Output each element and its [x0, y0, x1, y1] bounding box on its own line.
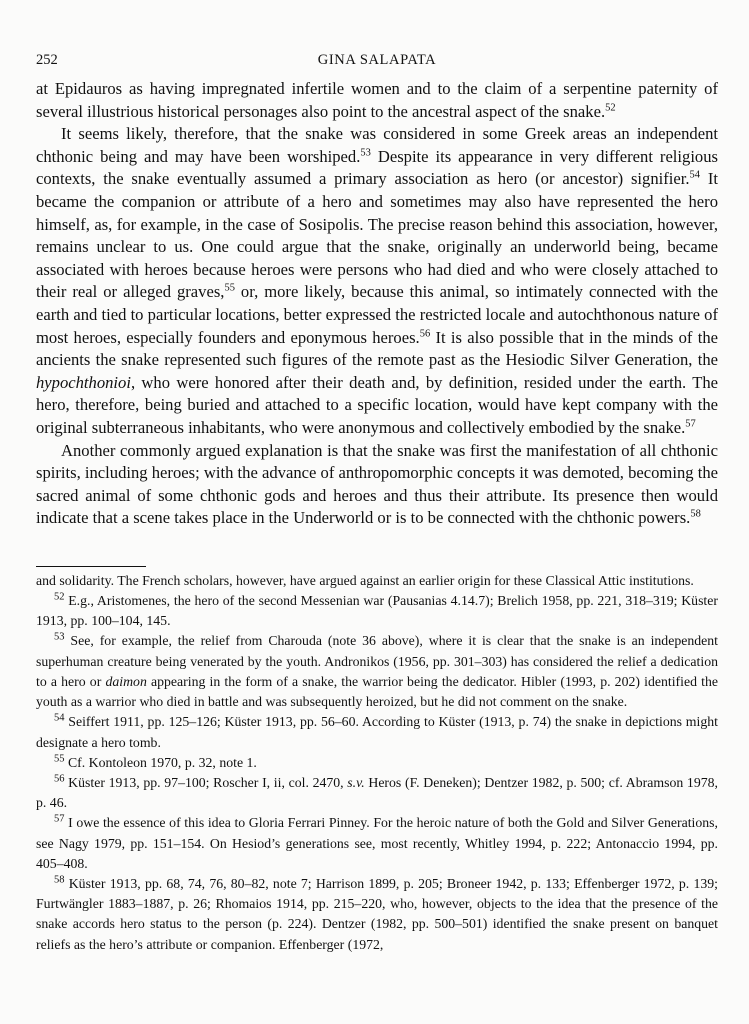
- paragraph-3: Another commonly argued explanation is that the snake was first the manifestation of all chthonic spirits, including heroes; with the advance of anthropomorphic concepts it was demoted, becoming the sacred animal of some chthonic gods and heroes and thus their attribute. Its presence then would indicate that a scene takes place in the Underworld or is to be connected with the chthonic powers.$^{58}$: [36, 440, 718, 528]
- footnote-ref-56[interactable]: 56: [419, 328, 431, 339]
- footnote-52: $^{52}$ E.g., Aristomenes, the hero of the second Messenian war (Pausanias 4.14.7); Brelich 1958, pp. 221, 318–319; Küster 1913, pp. 100–104, 145.: [36, 591, 718, 629]
- page-number: 252: [36, 52, 58, 68]
- footnote-58: $^{58}$ Küster 1913, pp. 68, 74, 76, 80–82, note 7; Harrison 1899, p. 205; Broneer 1942, p. 133; Effenberger 1972, p. 139; Furtwängler 1883–1887, p. 26; Rhomaios 1914, pp. 215–220, who, however, objects to the idea that the presence of the snake accords hero status to the person (p. 224). Dentzer (1982, pp. 500–501) identified the snake present on banquet reliefs as the hero’s attribute or companion. Effenberger (1972,: [36, 874, 718, 952]
- footnotes: [36, 571, 718, 955]
- page: [36, 44, 718, 955]
- footnote-56: $^{56}$ Küster 1913, pp. 97–100; Roscher I, ii, col. 2470, s.v. Heros (F. Deneken); Dentzer 1982, p. 500; cf. Abramson 1978, p. 46.: [36, 773, 718, 811]
- footnote-ref-54[interactable]: 54: [689, 169, 701, 181]
- footnote-continuation: and solidarity. The French scholars, however, have argued against an earlier origin for these Classical Attic institutions.: [36, 572, 694, 588]
- main-text: [36, 78, 718, 530]
- footnote-55: $^{55}$ Cf. Kontoleon 1970, p. 32, note 1.: [54, 753, 257, 770]
- paragraph-1: at Epidauros as having impregnated infertile women and to the claim of a serpentine paternity of several illustrious historical personages also point to the ancestral aspect of the snake.$^{52}$: [36, 79, 718, 121]
- italic-term: hypochthonioi: [36, 372, 131, 392]
- running-head: GINA SALAPATA: [317, 52, 437, 68]
- footnote-57: $^{57}$ I owe the essence of this idea to Gloria Ferrari Pinney. For the heroic nature of both the Gold and Silver Generations, see Nagy 1979, pp. 151–154. On Hesiod’s generations see, most recently, Whitley 1994, p. 222; Antonaccio 1994, pp. 405–408.: [36, 813, 718, 871]
- footnote-53: $^{53}$ See, for example, the relief from Charouda (note 36 above), where it is clear that the snake is an independent superhuman creature being venerated by the youth. Andronikos (1956, pp. 301–303) has considered the relief a dedication to a hero or daimon appearing in the form of a snake, the warrior being the dedicator. Hibler (1993, p. 202) identified the youth as a warrior who died in battle and was subsequently heroized, but he did not comment on the snake.: [36, 631, 718, 710]
- footnote-ref-57[interactable]: 57: [685, 418, 696, 430]
- footnote-ref-52[interactable]: 52: [605, 102, 616, 114]
- footnote-divider: [36, 566, 146, 567]
- footnote-54: $^{54}$ Seiffert 1911, pp. 125–126; Küster 1913, pp. 56–60. According to Küster (1913, p. 74) the snake in depictions might designate a hero tomb.: [36, 712, 718, 750]
- footnote-ref-58[interactable]: 58: [690, 508, 701, 520]
- footnote-ref-55[interactable]: 55: [224, 282, 235, 294]
- paragraph-2: It seems likely, therefore, that the snake was considered in some Greek areas an independent chthonic being and may have been worshiped.$^{53}$ Despite its appearance in very different religious contexts, the snake eventually assumed a primary association as hero (or ancestor) signifier.$^{54}$ It became the companion or attribute of a hero and sometimes may also have represented the hero himself, as, for example, in the case of Sosipolis. The precise reason behind this association, however, remains unclear to us. One could argue that the snake, originally an underworld being, became associated with heroes because heroes were persons who had died and who were closely attached to their real or alleged graves,$^{55}$ or, more likely, because this animal, so intimately connected with the earth and tied to particular locations, better expressed the restricted locale and autochthonous nature of most heroes, especially founders and eponymous heroes.$^{56}$ It is also possible that in the minds of the ancients the snake represented such figures of the remote past as the Hesiodic Silver Generation, the hypochthonioi, who were honored after their death and, by definition, resided under the earth. The hero, therefore, being buried and attached to a specific location, would have kept company with the original subterraneous inhabitants, who were anonymous and collectively embodied by the snake.$^{57}$: [36, 124, 718, 437]
- footnote-ref-53[interactable]: 53: [360, 147, 371, 159]
- page-header: [36, 44, 718, 72]
